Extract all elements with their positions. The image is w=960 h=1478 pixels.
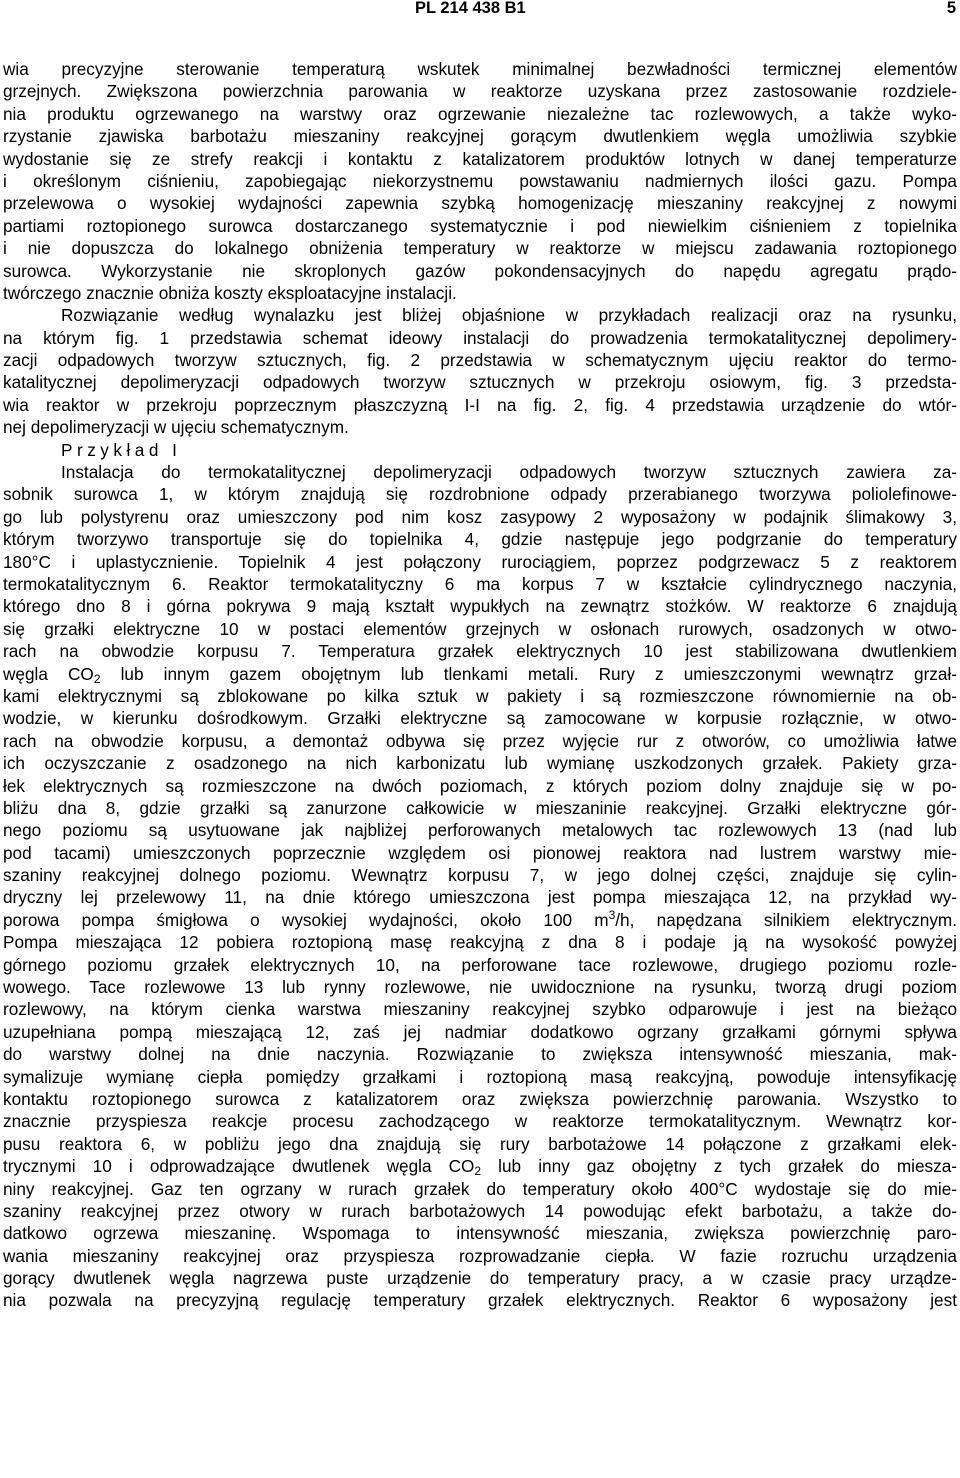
subscript: 2 (474, 1164, 482, 1179)
text-line: 180°C i uplastycznienie. Topielnik 4 jest połączony rurociągiem, poprzez podgrzewacz 5 z reaktorem (3, 551, 957, 572)
text-line: znacznie przyspiesza reakcje procesu zachodzącego w reaktorze termokatalitycznym. Wewnątrz kor- (3, 1111, 957, 1132)
text-line: Rozwiązanie według wynalazku jest bliżej objaśnione w przykładach realizacji oraz na rysunku, (61, 305, 957, 326)
text-line: przelewowa o wysokiej wydajności zapewnia szybką homogenizację mieszaniny reakcyjnej z nowymi (3, 193, 957, 214)
text-line: partiami roztopionego surowca dostarczanego systematycznie i pod niewielkim ciśnieniem z topielnika (3, 215, 957, 236)
text-line: katalitycznej depolimeryzacji odpadowych tworzyw sztucznych w przekroju osiowym, fig. 3 przedsta- (3, 372, 957, 393)
subscript: 2 (93, 671, 101, 686)
text-line: niny reakcyjnej. Gaz ten ogrzany w rurach grzałek do temperatury około 400°C wydostaje się do mie- (3, 1178, 957, 1199)
text-line: twórczego znacznie obniża koszty eksploatacyjne instalacji. (3, 282, 457, 303)
page-number: 5 (946, 0, 956, 17)
superscript: 3 (608, 907, 616, 922)
text-line: nej depolimeryzacji w ujęciu schematycznym. (3, 417, 349, 438)
text-line: szaniny reakcyjnej przez otwory w rurach barbotażowych 14 powodując efekt barbotażu, a także do- (3, 1200, 957, 1221)
text-line: grzejnych. Zwiększona powierzchnia parowania w reaktorze uzyskana przez zastosowanie rozdziele- (3, 81, 957, 102)
text-line: pod tacami) umieszczonych poprzecznie względem osi pionowej reaktora nad lustrem warstwy mie- (3, 842, 957, 863)
text-line: rzystanie zjawiska barbotażu mieszaniny reakcyjnej gorącym dwutlenkiem węgla umożliwia szybkie (3, 126, 957, 147)
text-line: uzupełniana pompą mieszającą 12, zaś jej nadmiar dodatkowo ogrzany grzałkami górnymi spływa (3, 1021, 957, 1042)
text-line: nego poziomu są usytuowane jak najbliżej perforowanych metalowych tac rozlewowych 13 (nad lub (3, 820, 957, 841)
text-line: surowca. Wykorzystanie nie skroplonych gazów pokondensacyjnych do napędu agregatu prądo- (3, 260, 957, 281)
text-line: którym tworzywo transportuje się do topielnika 4, gdzie następuje jego podgrzanie do temperatury (3, 529, 957, 550)
section-heading: Przykład I (61, 439, 182, 460)
text-line: symalizuje wymianę ciepła pomiędzy grzałkami i roztopioną masą reakcyjną, powoduje intensyfikację (3, 1066, 957, 1087)
text-segment: węgla CO (3, 663, 94, 684)
text-line: górnego poziomu grzałek elektrycznych 10, na perforowane tace rozlewowe, drugiego poziomu rozle- (3, 954, 957, 975)
text-line: rozlewowy, na którym cienka warstwa mieszaniny reakcyjnej szybko odparowuje i jest na bieżąco (3, 999, 957, 1020)
text-line: wia precyzyjne sterowanie temperaturą wskutek minimalnej bezwładności termicznej elementów (3, 59, 957, 79)
text-line: wydostanie się ze strefy reakcji i kontaktu z katalizatorem produktów lotnych w danej temperaturze (3, 148, 957, 169)
text-line: kami elektrycznymi są zblokowane po kilka sztuk w pakiety i są rozmieszczone równomiernie na ob- (3, 685, 957, 706)
text-line (3, 663, 957, 685)
text-line: rach na obwodzie korpusu, a demontaż odbywa się przez wyjęcie rur z otworów, co umożliwia łatwe (3, 730, 957, 751)
text-line: datkowo ogrzewa mieszaninę. Wspomaga to intensywność mieszania, zwiększa powierzchnię paro- (3, 1223, 957, 1244)
text-line: go lub polystyrenu oraz umieszczony pod nim kosz zasypowy 2 wyposażony w podajnik ślimakowy 3, (3, 506, 957, 527)
text-segment: lub innym gazem obojętnym lub tlenkami metali. Rury z umieszczonymi wewnątrz grzał- (100, 663, 957, 684)
text-segment: trycznymi 10 i odprowadzające dwutlenek węgla CO (3, 1156, 475, 1177)
text-line: nia pozwala na precyzyjną regulację temperatury grzałek elektrycznych. Reaktor 6 wyposażony jest (3, 1290, 957, 1311)
text-line: nia produktu ogrzewanego na warstwy oraz ogrzewanie niezależne tac rozlewowych, a także wyko- (3, 103, 957, 124)
text-line: i określonym ciśnieniu, zapobiegając niekorzystnemu powstawaniu nadmiernych ilości gazu. Pompa (3, 170, 957, 191)
text-line: Instalacja do termokatalitycznej depolimeryzacji odpadowych tworzyw sztucznych zawiera za- (61, 462, 957, 483)
text-line: wania mieszaniny reakcyjnej oraz przyspiesza rozprowadzanie ciepła. W fazie rozruchu urządzenia (3, 1245, 957, 1266)
text-segment: lub inny gaz obojętny z tych grzałek do mieszа- (481, 1156, 957, 1177)
text-line: wodzie, w kierunku dośrodkowym. Grzałki elektryczne są zamocowane w korpusie rozłącznie, w otwo- (3, 708, 957, 729)
text-line: sobnik surowca 1, w którym znajdują się rozdrobnione odpady przerabianego tworzywa poliolefinowe- (3, 484, 957, 505)
text-segment: /h, napędzana silnikiem elektrycznym. (615, 909, 958, 930)
text-line: i nie dopuszcza do lokalnego obniżenia temperatury w reaktorze w miejscu zadawania roztopionego (3, 238, 957, 259)
text-line: szaniny reakcyjnej dolnego poziomu. Wewnątrz korpusu 7, w jego dolnej części, znajduje się cylin- (3, 865, 957, 886)
text-line: się grzałki elektryczne 10 w postaci elementów grzejnych w osłonach rurowych, osadzonych w otwo- (3, 618, 957, 639)
text-line: dryczny lej przelewowy 11, na dnie którego umieszczona jest pompa mieszająca 12, na przykład wy- (3, 887, 957, 908)
text-line: rach na obwodzie korpusu 7. Temperatura grzałek elektrycznych 10 jest stabilizowana dwutlenkiem (3, 641, 957, 662)
text-line: bliżu dna 8, gdzie grzałki są zanurzone całkowicie w mieszaninie reakcyjnej. Grzałki elektryczne gór- (3, 797, 957, 818)
page-header (0, 0, 960, 16)
text-line (3, 1155, 957, 1177)
text-line: termokatalitycznym 6. Reaktor termokatalityczny 6 ma korpus 7 w kształcie cylindrycznego naczynia, (3, 573, 957, 594)
text-segment: porowa pompa śmigłowa o wysokiej wydajności, około 100 m (3, 909, 609, 930)
text-line: zacji odpadowych tworzyw sztucznych, fig. 2 przedstawia w schematycznym ujęciu reaktor do termo- (3, 350, 957, 371)
text-line: Pompa mieszająca 12 pobiera roztopioną masę reakcyjną z dna 8 i podaje ją na wysokość powyżej (3, 932, 957, 953)
text-line: gorący dwutlenek węgla nagrzewa puste urządzenie do temperatury pracy, a w czasie pracy urządze- (3, 1268, 957, 1289)
text-line: kontaktu roztopionego surowca z katalizatorem oraz zwiększa powierzchnię parowania. Wszystko to (3, 1088, 957, 1109)
text-line: na którym fig. 1 przedstawia schemat ideowy instalacji do prowadzenia termokatalitycznej depolimery- (3, 327, 957, 348)
text-line (3, 909, 957, 931)
text-line: wowego. Tace rozlewowe 13 lub rynny rozlewowe, nie uwidocznione na rysunku, tworzą drugi poziom (3, 977, 957, 998)
text-line: ich oczyszczanie z osadzonego na nich karbonizatu lub wymianę uszkodzonych grzałek. Pakiety grza- (3, 753, 957, 774)
document-id: PL 214 438 B1 (415, 0, 526, 17)
text-line: do warstwy dolnej na dnie naczynia. Rozwiązanie to zwiększa intensywność mieszania, mak- (3, 1044, 957, 1065)
text-line: pusu reaktora 6, w pobliżu jego dna znajdują się rury barbotażowe 14 połączone z grzałkami elek- (3, 1133, 957, 1154)
body-text (3, 58, 957, 1312)
text-line: łek elektrycznych są rozmieszczone na dwóch poziomach, z których poziom dolny znajduje się w po- (3, 775, 957, 796)
text-line: którego dno 8 i górna pokrywa 9 mają kształt wypukłych na zewnątrz stożków. W reaktorze 6 znajdują (3, 596, 957, 617)
text-line: wia reaktor w przekroju poprzecznym płaszczyzną I-I na fig. 2, fig. 4 przedstawia urządzenie do wtór- (3, 394, 957, 415)
